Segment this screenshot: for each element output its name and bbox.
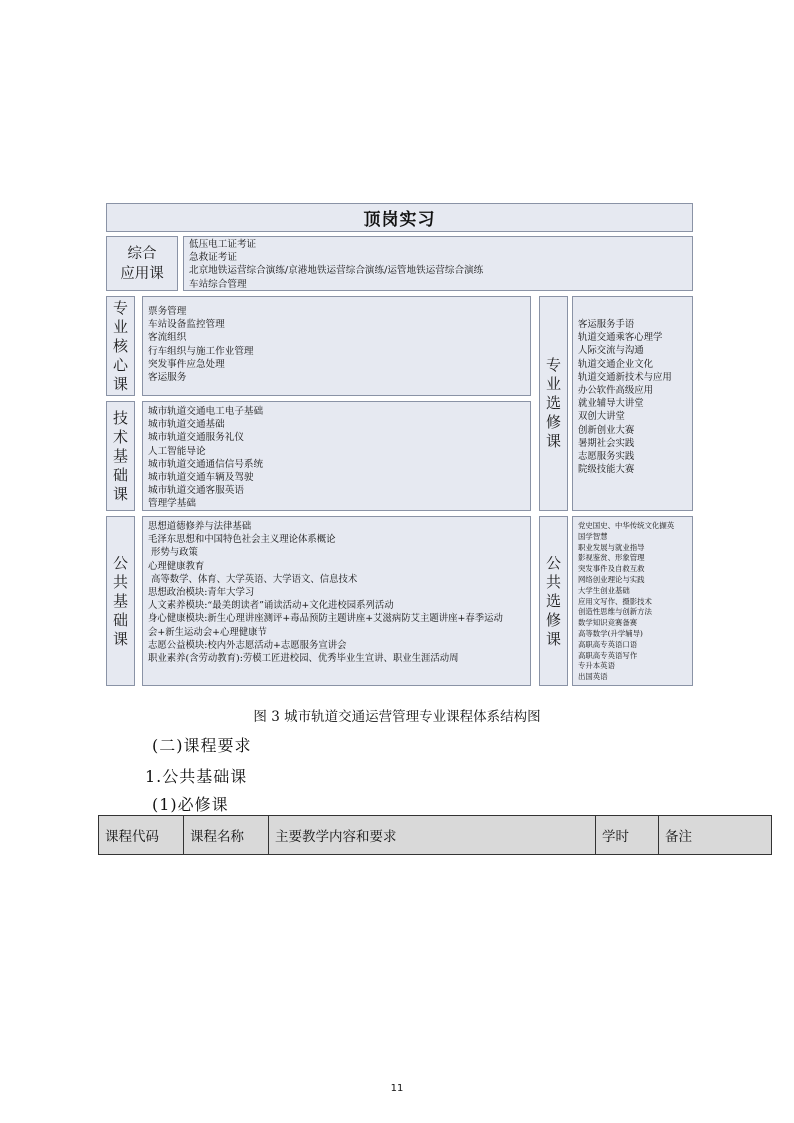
public-item: 毛泽东思想和中国特色社会主义理论体系概论	[148, 534, 336, 546]
public-elective-item: 出国英语	[578, 672, 608, 682]
major-elective-item: 志愿服务实践	[578, 451, 635, 463]
public-item: 思想道德修养与法律基础	[148, 521, 252, 532]
public-elective-item: 国学智慧	[578, 531, 608, 541]
comprehensive-label-line2: 应用课	[120, 265, 164, 282]
public-elective-item: 职业发展与就业指导	[578, 542, 645, 552]
header-course-name: 课程名称	[184, 816, 269, 855]
core-item: 行车组织与施工作业管理	[148, 345, 254, 357]
public-elective-item: 高职高专英语写作	[578, 650, 638, 660]
major-elective-label-char: 修	[545, 413, 561, 431]
comprehensive-item: 车站综合管理	[189, 278, 247, 290]
core-item: 客运服务	[148, 372, 187, 384]
public-elective-item: 大学生创业基础	[578, 585, 630, 595]
comprehensive-item: 低压电工证考证	[189, 239, 257, 250]
public-label-char: 共	[112, 572, 128, 591]
major-elective-item: 暑期社会实践	[578, 437, 635, 449]
major-elective-item: 轨道交通企业文化	[578, 358, 654, 370]
public-label-char: 课	[112, 629, 128, 648]
major-elective-item: 办公软件高级应用	[578, 385, 654, 397]
public-item: 心理健康教育	[148, 560, 205, 572]
table-header-row	[99, 816, 772, 855]
core-label-char: 业	[112, 317, 128, 336]
core-item: 票务管理	[148, 306, 187, 317]
comprehensive-item: 北京地铁运营综合演练/京港地铁运营综合演练/运管地铁运营综合演练	[189, 265, 484, 277]
major-elective-item: 创新创业大赛	[578, 424, 635, 436]
tech-item: 管理学基础	[148, 498, 196, 510]
major-elective-items-box	[572, 296, 693, 511]
public-item: 职业素养(含劳动教育):劳模工匠进校园、优秀毕业生宣讲、职业生涯活动周	[148, 653, 459, 665]
public-elective-label-char: 修	[545, 610, 561, 629]
section-heading: (二)课程要求	[152, 736, 252, 755]
public-elective-item: 应用文写作、摄影技术	[578, 596, 652, 606]
public-elective-label-char: 公	[545, 553, 561, 572]
major-elective-item: 轨道交通乘客心理学	[578, 332, 663, 344]
major-elective-label-char: 业	[545, 375, 561, 393]
public-elective-items-box	[572, 516, 693, 686]
tech-item: 人工智能导论	[148, 445, 206, 457]
figure-caption: 图 3 城市轨道交通运营管理专业课程体系结构图	[253, 709, 541, 725]
major-elective-item: 双创大讲堂	[578, 411, 625, 423]
public-elective-item: 网络创业理论与实践	[578, 574, 645, 584]
subsection-heading: 1.公共基础课	[145, 767, 248, 786]
public-elective-item: 创造性思维与创新方法	[578, 607, 652, 617]
public-item: 人文素养模块:“最美朗读者”诵读活动+文化进校园系列活动	[148, 600, 394, 612]
public-elective-item: 数学知识竞赛备赛	[578, 618, 638, 628]
public-label-char: 基	[112, 591, 128, 610]
page-number: 11	[390, 1083, 404, 1094]
core-label-char: 课	[112, 374, 128, 393]
public-item: 会+新生运动会+心理健康节	[148, 626, 267, 638]
public-elective-label-box	[539, 516, 568, 686]
tech-item: 城市轨道交通车辆及驾驶	[148, 472, 254, 484]
header-course-code: 课程代码	[99, 816, 184, 855]
header-content: 主要教学内容和要求	[269, 816, 596, 855]
comprehensive-item: 急救证考证	[189, 252, 237, 264]
tech-item: 城市轨道交通通信信号系统	[148, 458, 264, 470]
tech-item: 城市轨道交通客服英语	[148, 485, 244, 497]
major-elective-label-char: 课	[545, 432, 561, 450]
public-label-char: 公	[112, 553, 128, 572]
core-label-char: 专	[112, 298, 128, 317]
public-item: 思想政治模块:青年大学习	[148, 587, 255, 599]
header-hours: 学时	[596, 816, 659, 855]
major-elective-item: 就业辅导大讲堂	[578, 398, 644, 410]
public-item: 高等数学、体育、大学英语、大学语文、信息技术	[148, 573, 358, 585]
internship-title: 顶岗实习	[363, 210, 436, 230]
public-item: 形势与政策	[148, 547, 198, 559]
tech-item: 城市轨道交通电工电子基础	[148, 406, 264, 417]
comprehensive-label-box	[106, 236, 178, 291]
major-elective-item: 轨道交通新技术与应用	[578, 371, 672, 383]
public-items-box	[142, 516, 531, 686]
public-elective-label-char: 选	[545, 591, 561, 610]
major-elective-item: 人际交流与沟通	[578, 345, 644, 357]
public-elective-item: 高职高专英语口语	[578, 639, 638, 649]
tech-label-char: 术	[112, 427, 128, 446]
tech-label-char: 础	[112, 465, 128, 484]
tech-label-char: 技	[112, 408, 128, 427]
core-item: 突发事件应急处理	[148, 358, 225, 370]
public-elective-item: 专升本英语	[578, 661, 615, 671]
major-elective-label-char: 专	[545, 356, 561, 374]
header-notes: 备注	[659, 816, 772, 855]
public-elective-item: 突发事件及自救互救	[578, 564, 645, 574]
core-label-char: 心	[112, 355, 128, 374]
tech-items-box	[142, 401, 531, 511]
public-elective-item: 高等数学(升学辅导)	[578, 628, 643, 638]
tech-item: 城市轨道交通服务礼仪	[148, 432, 244, 444]
major-elective-item: 院级技能大赛	[578, 464, 635, 476]
public-label-char: 础	[112, 610, 128, 629]
tech-label-box	[106, 401, 135, 511]
public-item: 身心健康模块:新生心理讲座测评+毒品预防主题讲座+艾滋病防艾主题讲座+春季运动	[148, 613, 503, 625]
core-item: 客流组织	[148, 332, 187, 344]
public-elective-label-char: 共	[545, 572, 561, 591]
comprehensive-items-box	[183, 236, 693, 291]
public-label-box	[106, 516, 135, 686]
tech-label-char: 课	[112, 484, 128, 503]
major-elective-label-char: 选	[545, 394, 561, 412]
major-elective-label-box	[539, 296, 568, 511]
public-item: 志愿公益模块:校内外志愿活动+志愿服务宣讲会	[148, 639, 347, 651]
tech-item: 城市轨道交通基础	[148, 419, 225, 431]
comprehensive-label-line1: 综合	[127, 245, 157, 262]
course-requirements-table	[98, 815, 772, 855]
public-elective-label-char: 课	[545, 629, 561, 648]
core-items-box	[142, 296, 531, 396]
subsubsection-heading: (1)必修课	[152, 795, 229, 814]
core-label-box	[106, 296, 135, 396]
major-elective-item: 客运服务手语	[578, 319, 635, 330]
public-elective-item: 影视鉴赏、形象管理	[578, 553, 645, 563]
core-label-char: 核	[112, 336, 128, 355]
tech-label-char: 基	[112, 446, 128, 465]
core-item: 车站设备监控管理	[148, 319, 225, 331]
internship-banner	[106, 203, 693, 232]
public-elective-item: 党史国史、中华传统文化撷英	[578, 521, 675, 530]
